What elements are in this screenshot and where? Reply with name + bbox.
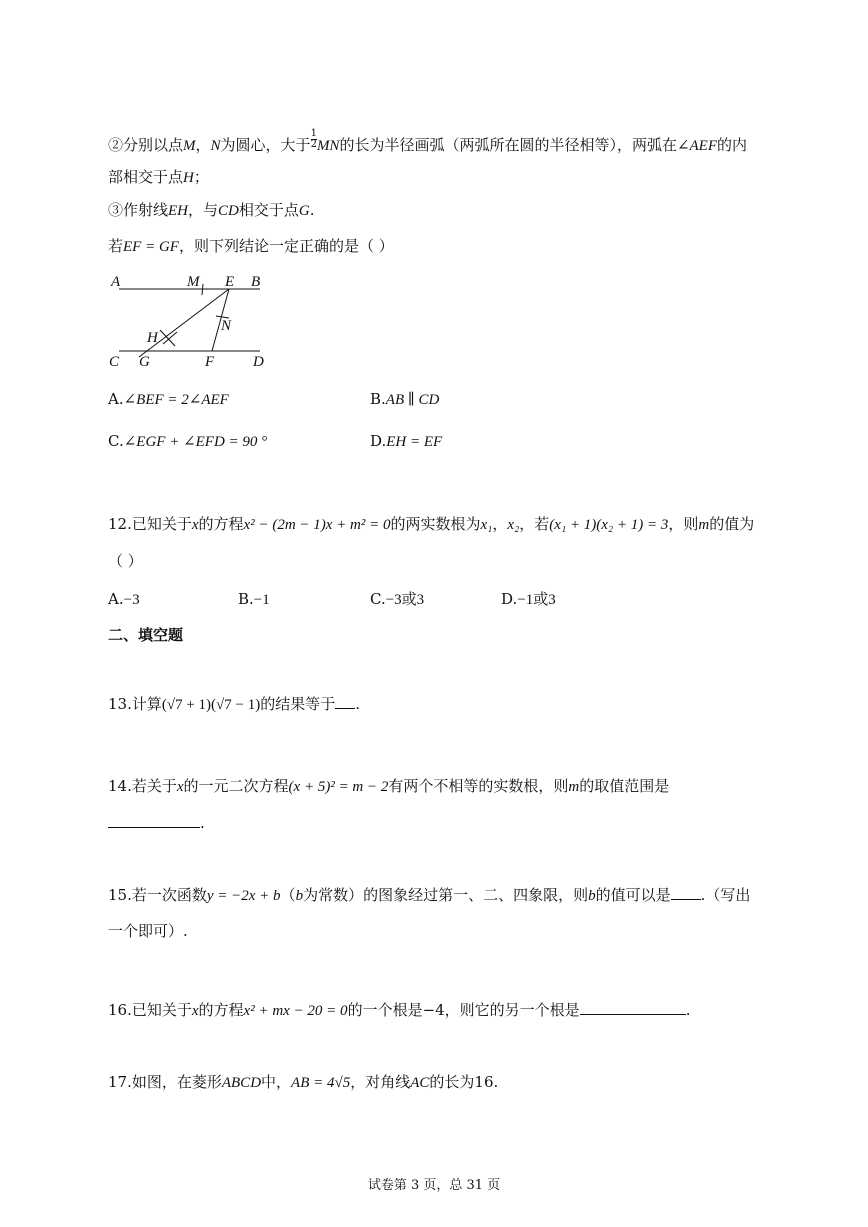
text: 相交于点: [238, 201, 299, 219]
q12-option-d: [501, 588, 556, 611]
option-letter: B.: [238, 590, 254, 608]
text: ；: [193, 168, 209, 186]
q15-line1: [108, 884, 750, 907]
label-N: N: [221, 318, 232, 334]
label-E: E: [225, 274, 235, 290]
text: 的方程: [198, 1001, 244, 1019]
text: 部相交于点: [108, 168, 184, 186]
label-F: F: [205, 354, 215, 370]
text: 的值可以是: [595, 886, 671, 904]
text: 的长为半径画弧（两弧所在圆的半径相等），两弧在: [339, 136, 677, 154]
expression: (√7 + 1)(√7 − 1): [161, 697, 261, 713]
text: ，: [492, 515, 508, 533]
q14-line1: [108, 775, 669, 798]
text: ，对角线: [350, 1073, 411, 1091]
q11-condition: [108, 235, 394, 258]
text: 一个即可）.: [108, 922, 188, 940]
option-expr: −3: [123, 592, 140, 608]
text: 的取值范围是: [579, 777, 670, 795]
text: ，: [195, 136, 211, 154]
text: 的两实数根为: [390, 515, 481, 533]
condition-expr: (x₁ + 1)(x₂ + 1) = 3: [549, 517, 669, 533]
text: 的长为16.: [429, 1073, 499, 1091]
q12-option-b: [238, 588, 270, 611]
option-letter: A.: [108, 390, 124, 408]
option-letter: A.: [108, 590, 124, 608]
text: （ ）: [108, 552, 143, 570]
condition-expr: EF = GF: [123, 239, 179, 255]
text: .（写出: [700, 886, 751, 904]
arc-mark-H1: [160, 330, 175, 346]
text: ，则: [668, 515, 699, 533]
label-M: M: [187, 274, 200, 290]
text: ，与: [188, 201, 219, 219]
text: ，则下列结论一定正确的是（ ）: [178, 237, 394, 255]
text: 16.已知关于: [108, 1001, 192, 1019]
answer-blank[interactable]: [671, 885, 701, 900]
answer-blank[interactable]: [335, 694, 355, 709]
q17: [108, 1071, 498, 1094]
option-expr: ∠BEF = 2∠AEF: [123, 392, 229, 408]
text: 的一个根是−4，则它的另一个根是: [347, 1001, 580, 1019]
text: 中，: [261, 1073, 292, 1091]
equation: x² − (2m − 1)x + m² = 0: [243, 517, 391, 533]
var-x: x: [191, 517, 199, 533]
text: （: [280, 886, 296, 904]
option-letter: D.: [370, 432, 387, 450]
q12-stem: [108, 513, 754, 536]
equation: y = −2x + b: [206, 888, 281, 904]
q11-step2-line2: [108, 166, 209, 189]
text: 17.如图，在菱形: [108, 1073, 222, 1091]
label-H: H: [147, 330, 158, 346]
var-M: M: [183, 138, 196, 154]
q11-step3: [108, 199, 315, 222]
label-A: A: [111, 274, 121, 290]
var-MN: MN: [316, 138, 340, 154]
label-B: B: [251, 274, 261, 290]
var-b: b: [588, 888, 596, 904]
var-x: x: [191, 1003, 199, 1019]
option-letter: C.: [108, 432, 124, 450]
text: .: [309, 201, 315, 219]
text: 为圆心，大于: [220, 136, 311, 154]
var-N: N: [210, 138, 221, 154]
label-C: C: [109, 354, 120, 370]
text: ，若: [519, 515, 550, 533]
q11-option-b: [370, 388, 439, 411]
text: 的值为: [709, 515, 755, 533]
text: .: [355, 695, 361, 713]
text: 为常数）的图象经过第一、二、四象限，则: [303, 886, 589, 904]
text: 有两个不相等的实数根，则: [388, 777, 569, 795]
text: ③作射线: [108, 201, 169, 219]
q11-option-d: [370, 430, 442, 453]
var-m: m: [698, 517, 710, 533]
q16: [108, 999, 690, 1022]
text: 的内: [717, 136, 748, 154]
text: 15.若一次函数: [108, 886, 207, 904]
var-b: b: [295, 888, 304, 904]
section-heading: 二、填空题: [108, 626, 184, 644]
text: .: [685, 1001, 691, 1019]
geometry-figure: [105, 270, 275, 370]
option-expr: ∠EGF + ∠EFD = 90 °: [123, 434, 268, 450]
text: 12.已知关于: [108, 515, 192, 533]
var-x1: x₁: [480, 517, 493, 533]
option-letter: B.: [370, 390, 386, 408]
equation: (x + 5)² = m − 2: [288, 779, 389, 795]
q12-paren: [108, 550, 143, 572]
answer-blank[interactable]: [580, 1000, 686, 1015]
text: 14.若关于: [108, 777, 177, 795]
var-x: x: [176, 779, 184, 795]
q11-option-c: [108, 430, 267, 453]
q12-option-c: [370, 588, 424, 611]
ray-EH: [139, 289, 229, 357]
var-CD: CD: [218, 203, 239, 219]
text: 的一元二次方程: [183, 777, 289, 795]
var-AC: AC: [410, 1075, 430, 1091]
option-letter: C.: [370, 590, 386, 608]
option-expr: −1: [253, 592, 270, 608]
text: 的方程: [198, 515, 244, 533]
option-expr: −3或3: [385, 592, 425, 608]
var-H: H: [183, 170, 194, 186]
text: .: [200, 814, 205, 832]
q14-line2: [108, 812, 205, 834]
frac-num: 1: [310, 127, 317, 139]
q13: [108, 693, 360, 716]
arc-mark-M: [202, 284, 203, 295]
text: ②分别以点: [108, 136, 184, 154]
option-letter: D.: [501, 590, 518, 608]
frac-den: 2: [310, 138, 317, 150]
option-expr: EH = EF: [386, 434, 443, 450]
var-m: m: [568, 779, 580, 795]
var-x2: x₂: [507, 517, 520, 533]
text: 若: [108, 237, 124, 255]
option-expr: AB ∥ CD: [385, 392, 440, 408]
equation: AB = 4√5: [291, 1075, 351, 1091]
equation: x² + mx − 20 = 0: [243, 1003, 348, 1019]
label-G: G: [139, 354, 150, 370]
q12-option-a: [108, 588, 140, 611]
answer-blank[interactable]: [108, 813, 200, 828]
var-ABCD: ABCD: [221, 1075, 262, 1091]
angle-AEF: ∠AEF: [676, 138, 718, 154]
var-EH: EH: [168, 203, 189, 219]
option-expr: −1或3: [517, 592, 556, 608]
page-footer: 试卷第 3 页，总 31 页: [367, 1178, 501, 1193]
q11-step2-line1: [108, 127, 748, 157]
label-D: D: [253, 354, 264, 370]
text: 的结果等于: [260, 695, 336, 713]
q15-line2: [108, 920, 188, 942]
q11-option-a: [108, 388, 229, 411]
var-G: G: [298, 203, 310, 219]
text: 13.计算: [108, 695, 162, 713]
